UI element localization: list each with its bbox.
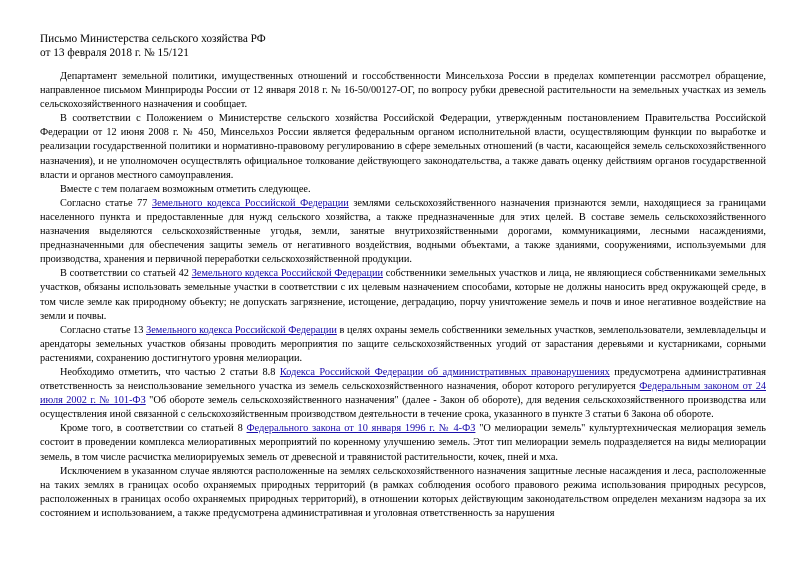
document-title: Письмо Министерства сельского хозяйства РФ xyxy=(40,33,266,45)
document xyxy=(40,32,766,521)
law-link[interactable]: Земельного кодекса Российской Федерации xyxy=(191,268,383,280)
law-link[interactable]: Федерального закона от 10 января 1996 г. № 4-ФЗ xyxy=(246,423,476,435)
paragraph xyxy=(40,197,766,267)
law-link[interactable]: Земельного кодекса Российской Федерации xyxy=(152,197,349,209)
paragraph xyxy=(40,183,766,197)
paragraph xyxy=(40,324,766,366)
paragraph-text: В соответствии со статьей 42 xyxy=(60,268,192,280)
law-link[interactable]: Федеральным законом от 24 июля 2002 г. № 101-ФЗ xyxy=(40,381,766,407)
paragraph-text: В соответствии с Положением о Министерстве сельского хозяйства Российской Федерации, утвержденным постановлением Правительства Российской Федерации от 12 июня 2008 г. № 450, Минсельхоз России является федеральным органом исполнительной власти, осуществляющим функции по выработке и реализации государственной политики и нормативно-правовому регулированию в сфере земельных отношений (в части, касающейся земель сельскохозяйственного назначения), и не уполномочен осуществлять официальное толкование действующего законодательства, а также давать оценку действиям органов государственной власти и органов местного самоуправления. xyxy=(40,113,766,181)
document-header xyxy=(40,32,766,60)
paragraph-text: Кроме того, в соответствии со статьей 8 xyxy=(60,423,247,435)
paragraph-text: землями сельскохозяйственного назначения признаются земли, находящиеся за границами населенного пункта и предоставленные для нужд сельского хозяйства, а также предназначенные для этих целей. В составе земель сельскохозяйственного назначения выделяются сельскохозяйственные угодья, земли, занятые внутрихозяйственными дорогами, коммуникациями, лесными насаждениями, предназначенными для обеспечения защиты земель от негативного воздействия, водными объектами, а также зданиями, сооружениями, используемыми для производства, хранения и первичной переработки сельскохозяйственной продукции. xyxy=(40,197,766,266)
law-link[interactable]: Земельного кодекса Российской Федерации xyxy=(146,324,337,336)
paragraph xyxy=(40,465,766,521)
paragraph-text: Согласно статье 13 xyxy=(60,324,147,336)
paragraph-text: Исключением в указанном случае являются расположенные на землях сельскохозяйственного назначения защитные лесные насаждения и леса, расположенные на таких землях в границах особо охраняемых природных территорий (в рамках соблюдения особого правового режима использования природных ресурсов, расположенных в границах особо охраняемых природных территорий), в отношении которых действующим законодательством определен механизм надзора за их состоянием и использованием, а также предусмотрена административная и уголовная ответственность за нарушения xyxy=(40,465,766,519)
law-link[interactable]: Кодекса Российской Федерации об административных правонарушениях xyxy=(279,366,610,378)
paragraph-text: в целях охраны земель собственники земельных участков, землепользователи, землевладельцы и арендаторы земельных участков обязаны проводить мероприятия по защите сельскохозяйственных угодий от зарастания деревьями и кустарниками, сорными растениями, сохранению достигнутого уровня мелиорации. xyxy=(40,324,766,364)
paragraph xyxy=(40,422,766,464)
paragraph-text: Необходимо отметить, что частью 2 статьи 8.8 xyxy=(60,366,280,378)
paragraph xyxy=(40,267,766,323)
paragraph-text: Департамент земельной политики, имущественных отношений и госсобственности Минсельхоза России в пределах компетенции рассмотрел обращение, направленное письмом Минприроды России от 12 января 2018 г. № 16-50/00127-ОГ, по вопросу рубки древесной растительности на земельных участках из земель сельскохозяйственного назначения и сообщает. xyxy=(40,71,766,111)
paragraph xyxy=(40,366,766,422)
document-body xyxy=(40,70,766,521)
paragraph-text: предусмотрена административная ответственность за неиспользование земельного участка из земель сельскохозяйственного назначения, оборот которого регулируется xyxy=(40,366,766,393)
document-date-number: от 13 февраля 2018 г. № 15/121 xyxy=(40,47,189,59)
paragraph-text: Согласно статье 77 xyxy=(60,197,152,209)
paragraph xyxy=(40,70,766,112)
paragraph xyxy=(40,112,766,182)
paragraph-text: собственники земельных участков и лица, не являющиеся собственниками земельных участков, обязаны использовать земельные участки в соответствии с их целевым назначением способами, которые не должны наносить вред окружающей среде, в том числе земле как природному объекту; не допускать загрязнение, истощение, деградацию, порчу уничтожение земель и почв и иное негативное воздействие на земли и почвы. xyxy=(40,268,766,322)
paragraph-text: "О мелиорации земель" культуртехническая мелиорация земель состоит в проведении комплекса мелиоративных мероприятий по коренному улучшению земель. Этот тип мелиорации земель подразделяется на виды мелиорации земель, в том числе расчистка мелиорируемых земель от древесной и травянистой растительности, кочек, пней и мха. xyxy=(40,423,767,463)
paragraph-text: Вместе с тем полагаем возможным отметить следующее. xyxy=(60,183,311,195)
paragraph-text: "Об обороте земель сельскохозяйственного назначения" (далее - Закон об обороте), для ведения сельскохозяйственного производства или осуществления иной связанной с сельскохозяйственным производством деятельности в течение срока, указанного в пункте 3 статьи 6 Закона об обороте. xyxy=(40,395,766,421)
